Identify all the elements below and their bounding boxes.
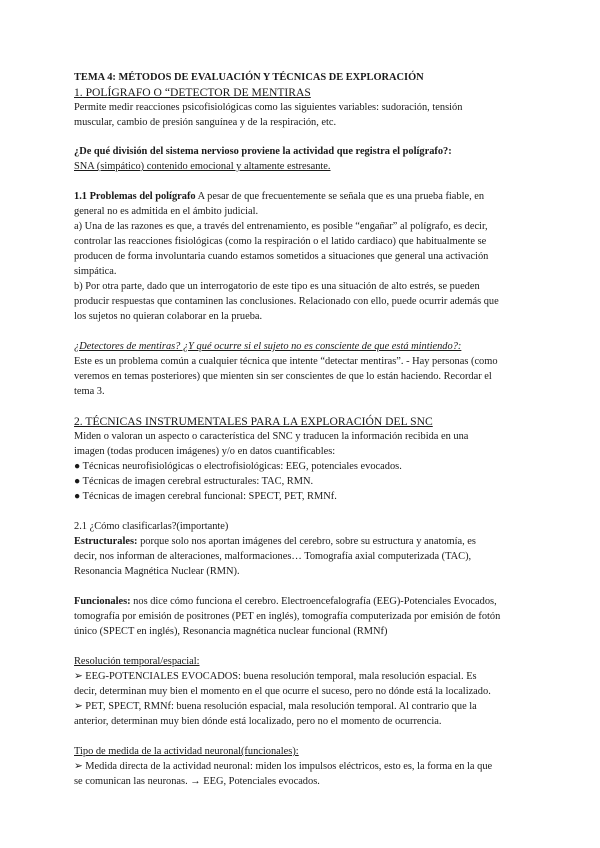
paragraph-line: tema 3. [74, 386, 105, 397]
structural-label: Estructurales: [74, 536, 138, 547]
bullet-item: ● Técnicas de imagen cerebral estructurales: TAC, RMN. [74, 476, 314, 487]
spacer [74, 324, 534, 339]
paragraph-line: producen de forma involuntaria cuando estamos sometidos a situaciones que general una activación [74, 251, 489, 262]
paragraph-line: muscular, cambio de presión sanguínea y de la respiración, etc. [74, 117, 337, 128]
paragraph-line: Resonancia Magnética Nuclear (RMN). [74, 566, 240, 577]
bullet-item: ● Técnicas neurofisiológicas o electrofisiológicas: EEG, potenciales evocados. [74, 461, 402, 472]
spacer [74, 174, 534, 189]
paragraph-line: Miden o valoran un aspecto o característica del SNC y traducen la información recibida en una [74, 431, 469, 442]
paragraph-line: anterior, determinan muy bien dónde está localizado, pero no el momento de ocurrencia. [74, 716, 442, 727]
paragraph-line: b) Por otra parte, dado que un interrogatorio de este tipo es una situación de alto estrés, se pueden [74, 281, 480, 292]
page-title: TEMA 4: MÉTODOS DE EVALUACIÓN Y TÉCNICAS DE EXPLORACIÓN [74, 72, 424, 83]
paragraph-line: decir, nos informan de alteraciones, malformaciones… Tomografía axial computerizada (TAC), [74, 551, 472, 562]
detectors-question: ¿Detectores de mentiras? ¿Y qué ocurre si el sujeto no es consciente de que está mintiendo?: [74, 341, 462, 352]
question-heading: ¿De qué división del sistema nervioso proviene la actividad que registra el polígrafo?: [74, 146, 452, 157]
paragraph-line: tomografía por emisión de positrones (PET en inglés), tomografía computerizada por emisión de fotón [74, 611, 501, 622]
spacer [74, 130, 534, 144]
bullet-item: ● Técnicas de imagen cerebral funcional: SPECT, PET, RMNf. [74, 491, 337, 502]
section-2-title: 2. TÉCNICAS INSTRUMENTALES PARA LA EXPLORACIÓN DEL SNC [74, 415, 433, 428]
spacer [74, 504, 534, 519]
paragraph-line: simpática. [74, 266, 117, 277]
paragraph-line: general no es admitida en el ámbito judicial. [74, 206, 259, 217]
spacer [74, 729, 534, 744]
spacer [74, 399, 534, 414]
paragraph-line: decir, determinan muy bien el momento en el que ocurre el suceso, pero no dónde está la localizado. [74, 686, 491, 697]
paragraph-line: Este es un problema común a cualquier técnica que intente “detectar mentiras”. - Hay personas (como [74, 356, 498, 367]
paragraph-line: a) Una de las razones es que, a través del entrenamiento, es posible “engañar” al polígrafo, es decir, [74, 221, 488, 232]
functional-label: Funcionales: [74, 596, 131, 607]
problems-intro-text: A pesar de que frecuentemente se señala que es una prueba fiable, en [195, 191, 485, 202]
paragraph-line: controlar las reacciones fisiológicas (como la respiración o el latido cardiaco) que habitualmente se [74, 236, 487, 247]
paragraph-line: ➢ PET, SPECT, RMNf: buena resolución espacial, mala resolución temporal. Al contrario que la [74, 701, 477, 712]
paragraph-line: se comunican las neuronas. → EEG, Potenciales evocados. [74, 776, 320, 787]
resolution-title: Resolución temporal/espacial: [74, 656, 200, 667]
paragraph-line: veremos en temas posteriores) que mienten sin ser conscientes de que lo están haciendo. Recordar el [74, 371, 492, 382]
classify-title: 2.1 ¿Cómo clasificarlas?(importante) [74, 521, 229, 532]
question-answer: SNA (simpático) contenido emocional y altamente estresante. [74, 161, 331, 172]
paragraph-line: imagen (todas producen imágenes) y/o en datos cuantificables: [74, 446, 336, 457]
spacer [74, 639, 534, 654]
structural-line [74, 534, 534, 549]
paragraph-line: Permite medir reacciones psicofisiológicas como las siguientes variables: sudoración, tensión [74, 102, 463, 113]
spacer [74, 579, 534, 594]
problems-intro [74, 189, 534, 204]
document-body [74, 70, 534, 789]
problems-title: 1.1 Problemas del polígrafo [74, 191, 196, 202]
section-1-title: 1. POLÍGRAFO O “DETECTOR DE MENTIRAS [74, 86, 311, 99]
paragraph-line: único (SPECT en inglés), Resonancia magnética nuclear funcional (RMNf) [74, 626, 388, 637]
paragraph-line: producir respuestas que contaminen las conclusiones. Relacionado con ello, puede ocurrir además que [74, 296, 499, 307]
functional-line [74, 594, 534, 609]
paragraph-line: los sujetos no quieran colaborar en la prueba. [74, 311, 263, 322]
functional-text: nos dice cómo funciona el cerebro. Electroencefalografía (EEG)-Potenciales Evocados, [130, 596, 497, 607]
measure-title: Tipo de medida de la actividad neuronal(funcionales): [74, 746, 299, 757]
paragraph-line: ➢ EEG-POTENCIALES EVOCADOS: buena resolución temporal, mala resolución espacial. Es [74, 671, 477, 682]
paragraph-line: ➢ Medida directa de la actividad neuronal: miden los impulsos eléctricos, esto es, la forma en la que [74, 761, 493, 772]
structural-text: porque solo nos aportan imágenes del cerebro, sobre su estructura y anatomía, es [137, 536, 476, 547]
